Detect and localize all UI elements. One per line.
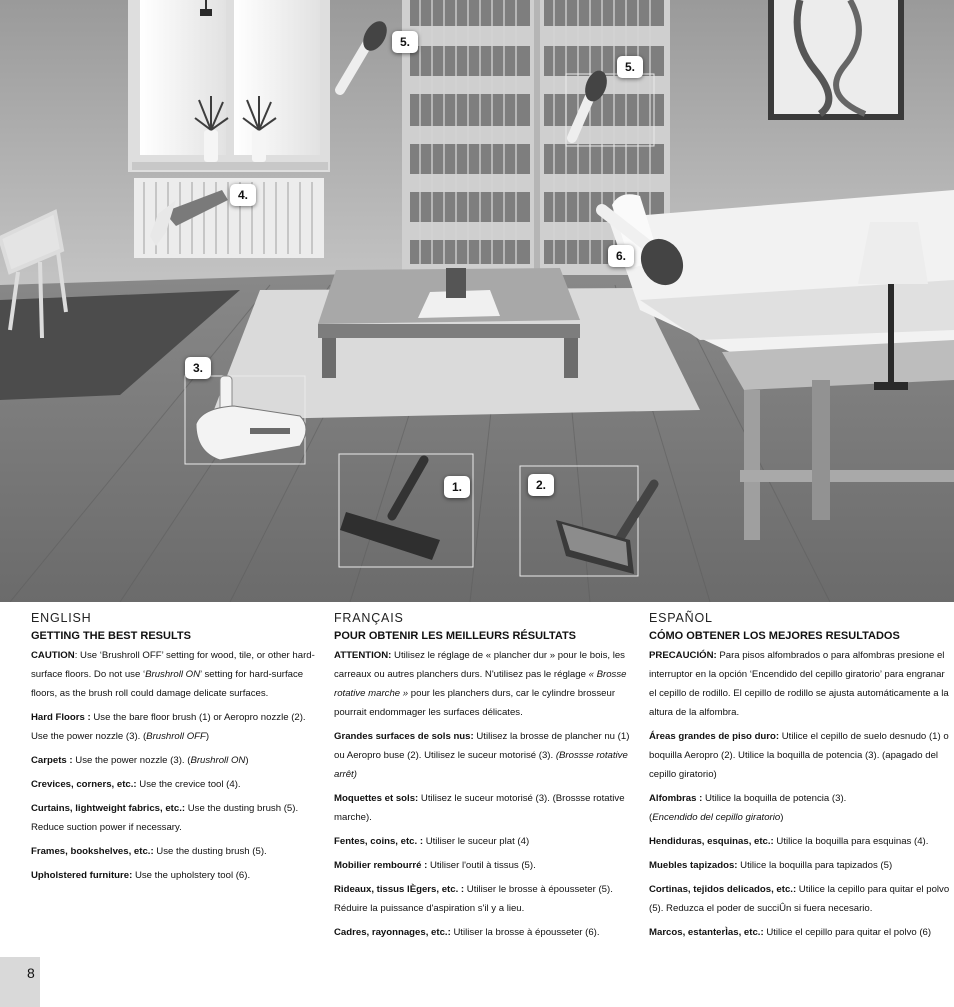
french-moquettes-label: Moquettes et sols:	[334, 793, 419, 804]
english-carpets-text: Use the power nozzle (3). (	[72, 755, 191, 766]
french-grandes-emphasis: (Brossse rotative arrêt)	[334, 750, 628, 780]
spanish-muebles	[649, 856, 950, 875]
spanish-cortinas-text: Utilice la cepillo para quitar el polvo (5). Reduzca el poder de succiÛn si fuera necesario.	[649, 884, 950, 914]
spanish-marcos-label: Marcos, estanterÌas, etc.:	[649, 927, 764, 938]
french-mobilier-text: Utiliser l'outil à tissus (5).	[427, 860, 536, 871]
callout-1: 1.	[444, 476, 470, 498]
french-moquettes-text: Utilisez le suceur motorisé (3). (Brossse rotative marche).	[334, 793, 625, 823]
spanish-hendiduras-label: Hendiduras, esquinas, etc.:	[649, 836, 774, 847]
spanish-precaucion	[649, 646, 950, 722]
english-curtains	[31, 799, 318, 837]
english-hard-floors-label: Hard Floors :	[31, 712, 91, 723]
english-caution-text-1: : Use ‘Brushroll OFF’ setting for wood, tile, or other hard-surface floors. Do not use ‘	[31, 650, 315, 680]
spanish-column	[649, 610, 950, 947]
french-grandes-label: Grandes surfaces de sols nus:	[334, 731, 474, 742]
english-curtains-label: Curtains, lightweight fabrics, etc.:	[31, 803, 186, 814]
french-mobilier-label: Mobilier rembourré :	[334, 860, 428, 871]
english-frames-label: Frames, bookshelves, etc.:	[31, 846, 154, 857]
spanish-hendiduras	[649, 832, 950, 851]
english-caution-label: CAUTION	[31, 650, 75, 661]
english-hard-floors-emphasis: Brushroll OFF	[146, 731, 206, 742]
callout-3: 3.	[185, 357, 211, 379]
french-attention-emphasis: « Brosse rotative marche »	[334, 669, 627, 699]
english-curtains-text: Use the dusting brush (5). Reduce suction power if necessary.	[31, 803, 299, 833]
french-cadres-text: Utiliser la brosse à épousseter (6).	[450, 927, 600, 938]
french-column	[334, 610, 636, 947]
english-carpets-label: Carpets :	[31, 755, 73, 766]
callout-2: 2.	[528, 474, 554, 496]
english-caution-text-2: ’ setting for hard-surface floors, as the brush roll could damage delicate surfaces.	[31, 669, 304, 699]
callout-4: 4.	[230, 184, 256, 206]
page-number: 8	[27, 965, 35, 981]
french-attention	[334, 646, 636, 722]
english-crevices-label: Crevices, corners, etc.:	[31, 779, 137, 790]
wall-art	[768, 0, 904, 120]
english-hard-floors: Hard Floors : Use the bare floor brush (1) or Aeropro nozzle (2). Use the power nozzle (3). (Brushroll OFF)	[31, 712, 306, 742]
spanish-marcos-text: Utilice el cepillo para quitar el polvo (6)	[763, 927, 932, 938]
english-column	[31, 610, 318, 890]
english-language-label: ENGLISH	[31, 611, 92, 625]
french-attention-text-2: pour les planchers durs, car le cylindre brosseur pourrait endommager les surfaces délicates.	[334, 688, 616, 718]
french-rideaux-text: Utiliser le brosse à épousseter (5). Réduire la puissance d'aspiration s'il y a lieu.	[334, 884, 613, 914]
callout-5-right: 5.	[617, 56, 643, 78]
english-caution	[31, 646, 318, 703]
english-hard-floors-text: Use the bare floor brush (1) or Aeropro nozzle (2). Use the power nozzle (3). (	[31, 712, 306, 742]
english-caution-emphasis: Brushroll ON	[145, 669, 201, 680]
english-carpets-emphasis: Brushroll ON	[190, 755, 246, 766]
spanish-areas	[649, 727, 950, 784]
spanish-alfombras: Alfombras : Utilice la boquilla de potencia (3). (Encendido del cepillo giratorio)	[649, 793, 847, 823]
spanish-cortinas	[649, 880, 950, 918]
spanish-alfombras-label: Alfombras :	[649, 793, 703, 804]
english-upholstered-text: Use the upholstery tool (6).	[132, 870, 251, 881]
french-rideaux-label: Rideaux, tissus lÈgers, etc. :	[334, 884, 465, 895]
french-heading: POUR OBTENIR LES MEILLEURS RÉSULTATS	[334, 630, 577, 642]
english-upholstered-label: Upholstered furniture:	[31, 870, 133, 881]
french-cadres	[334, 923, 636, 942]
spanish-alfombras-text: Utilice la boquilla de potencia (3).	[702, 793, 847, 804]
french-cadres-label: Cadres, rayonnages, etc.:	[334, 927, 451, 938]
french-language-label: FRANÇAIS	[334, 611, 404, 625]
spanish-areas-text: Utilice el cepillo de suelo desnudo (1) o boquilla Aeropro (2). Utilice la boquilla de potencia (3). (apagado del cepillo giratorio)	[649, 731, 949, 780]
french-attention-text-1: Utilisez le réglage de « plancher dur » pour le bois, les carreaux ou autres planchers durs. N'utilisez pas le réglage	[334, 650, 625, 680]
french-grandes-surfaces	[334, 727, 636, 784]
spanish-precaucion-label: PRECAUCIÓN:	[649, 650, 717, 661]
window	[128, 0, 330, 172]
english-frames-text: Use the dusting brush (5).	[153, 846, 267, 857]
english-crevices-text: Use the crevice tool (4).	[136, 779, 241, 790]
french-attention-label: ATTENTION:	[334, 650, 392, 661]
spanish-precaucion-text: Para pisos alfombrados o para alfombras presione el interruptor en la opción ‘Encendido del cepillo giratorio’ para engranar el cepillo de rodillo. El cepillo de rodillo se ajusta automáticamente a la altura de la alfombra.	[649, 650, 949, 718]
callout-5-left: 5.	[392, 31, 418, 53]
spanish-muebles-text: Utilice la boquilla para tapizados (5)	[737, 860, 893, 871]
french-fentes	[334, 832, 636, 851]
spanish-language-label: ESPAÑOL	[649, 611, 713, 625]
spanish-marcos	[649, 923, 950, 942]
french-moquettes	[334, 789, 636, 827]
english-heading: GETTING THE BEST RESULTS	[31, 630, 191, 642]
english-frames	[31, 842, 318, 861]
spanish-hendiduras-text: Utilice la boquilla para esquinas (4).	[773, 836, 929, 847]
spanish-alfombras-emphasis: Encendido del cepillo giratorio	[652, 812, 781, 823]
spanish-heading: CÓMO OBTENER LOS MEJORES RESULTADOS	[649, 630, 900, 642]
french-fentes-text: Utiliser le suceur plat (4)	[423, 836, 530, 847]
spanish-cortinas-label: Cortinas, tejidos delicados, etc.:	[649, 884, 797, 895]
french-rideaux	[334, 880, 636, 918]
english-crevices	[31, 775, 318, 794]
english-carpets: Carpets : Use the power nozzle (3). (Brushroll ON)	[31, 755, 249, 766]
french-mobilier	[334, 856, 636, 875]
spanish-areas-label: Áreas grandes de piso duro:	[649, 731, 780, 742]
english-upholstered	[31, 866, 318, 885]
callout-6: 6.	[608, 245, 634, 267]
spanish-muebles-label: Muebles tapizados:	[649, 860, 738, 871]
french-grandes-text: Utilisez la brosse de plancher nu (1) ou Aeropro buse (2). Utilisez le suceur motorisé (3).	[334, 731, 630, 761]
french-fentes-label: Fentes, coins, etc. :	[334, 836, 424, 847]
